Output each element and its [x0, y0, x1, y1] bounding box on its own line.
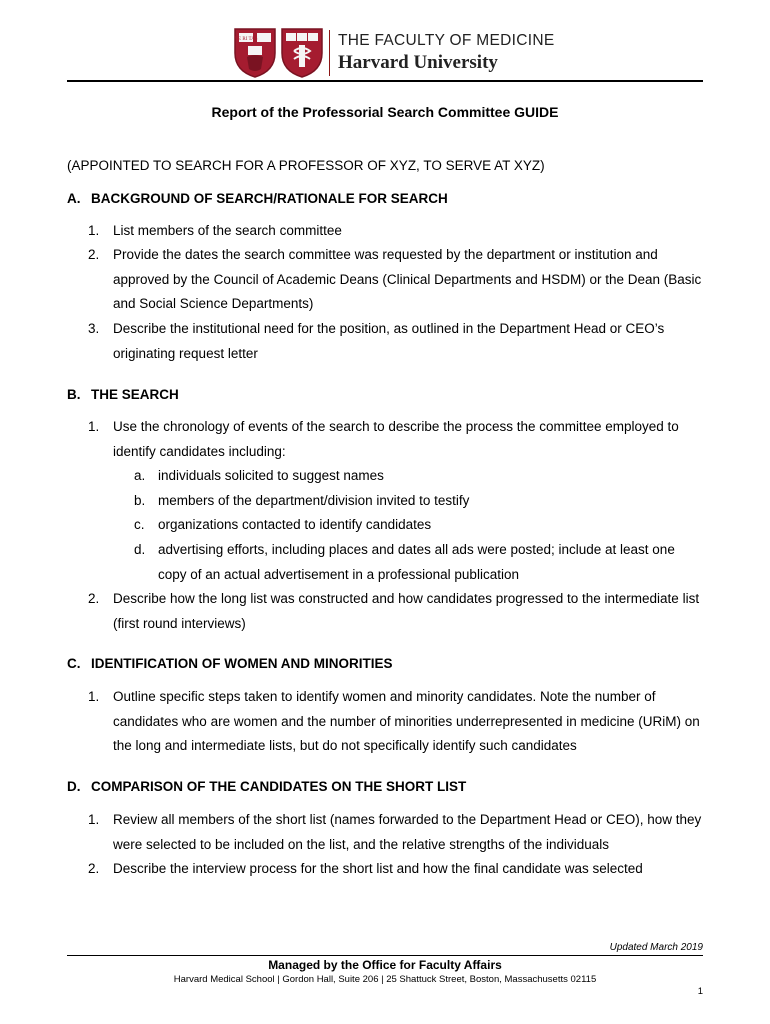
letterhead — [0, 0, 770, 90]
page-title: Report of the Professorial Search Committee GUIDE — [211, 104, 559, 120]
svg-text:VE RI TAS: VE RI TAS — [234, 37, 258, 42]
university-name: Harvard University — [338, 52, 498, 73]
list-item: 3. Describe the institutional need for the position, as outlined in the Department Head or CEO’s originating request letter — [88, 321, 665, 361]
sub-list-item: b. members of the department/division invited to testify — [134, 493, 470, 508]
list-item: 1. Use the chronology of events of the search to describe the process the committee employed to identify candidates including: — [88, 419, 679, 459]
list-item: 1. Review all members of the short list (names forwarded to the Department Head or CEO), how they were selected to be included on the list, and the relative strengths of the individuals — [88, 812, 702, 852]
list-item: 1. Outline specific steps taken to identify women and minority candidates. Note the number of candidates who are women and the number of minorities underrepresented in medicine (URiM) on the long and intermediate lists, but do not specifically identify such candidates — [88, 689, 700, 753]
list-item: 2. Describe the interview process for the short list and how the final candidate was selected — [88, 861, 643, 876]
section-heading-a: A. BACKGROUND OF SEARCH/RATIONALE FOR SEARCH — [67, 191, 448, 206]
list-item: 2. Describe how the long list was constructed and how candidates progressed to the intermediate list (first round interviews) — [88, 591, 700, 631]
appointment-line: (APPOINTED TO SEARCH FOR A PROFESSOR OF XYZ, TO SERVE AT XYZ) — [67, 158, 545, 173]
sub-list-item: a. individuals solicited to suggest names — [134, 468, 384, 483]
updated-date: Updated March 2019 — [609, 942, 703, 953]
section-heading-b: B. THE SEARCH — [67, 387, 179, 402]
footer-address: Harvard Medical School | Gordon Hall, Suite 206 | 25 Shattuck Street, Boston, Massachusetts 02115 — [173, 974, 597, 985]
section-heading-c: C. IDENTIFICATION OF WOMEN AND MINORITIES — [67, 656, 393, 671]
faculty-name: THE FACULTY OF MEDICINE — [338, 32, 555, 49]
top-rule — [67, 80, 703, 82]
footer-rule — [67, 955, 703, 956]
list-item: 2. Provide the dates the search committee was requested by the department or institution and approved by the Council of Academic Deans (Clinical Departments and HSDM) or the Dean (Basic and Social Science Departments) — [88, 247, 702, 311]
managed-by: Managed by the Office for Faculty Affairs — [268, 958, 502, 972]
header-divider — [329, 30, 330, 76]
harvard-shield-icon — [233, 27, 277, 79]
sub-list-item: c. organizations contacted to identify candidates — [134, 517, 432, 532]
sub-list-item: d. advertising efforts, including places and dates all ads were posted; include at least one copy of an actual advertisement in a professional publication — [134, 542, 675, 582]
section-heading-d: D. COMPARISON OF THE CANDIDATES ON THE SHORT LIST — [67, 779, 467, 794]
page-number: 1 — [697, 986, 703, 997]
list-item: 1. List members of the search committee — [88, 223, 342, 238]
medicine-shield-icon — [280, 27, 324, 79]
